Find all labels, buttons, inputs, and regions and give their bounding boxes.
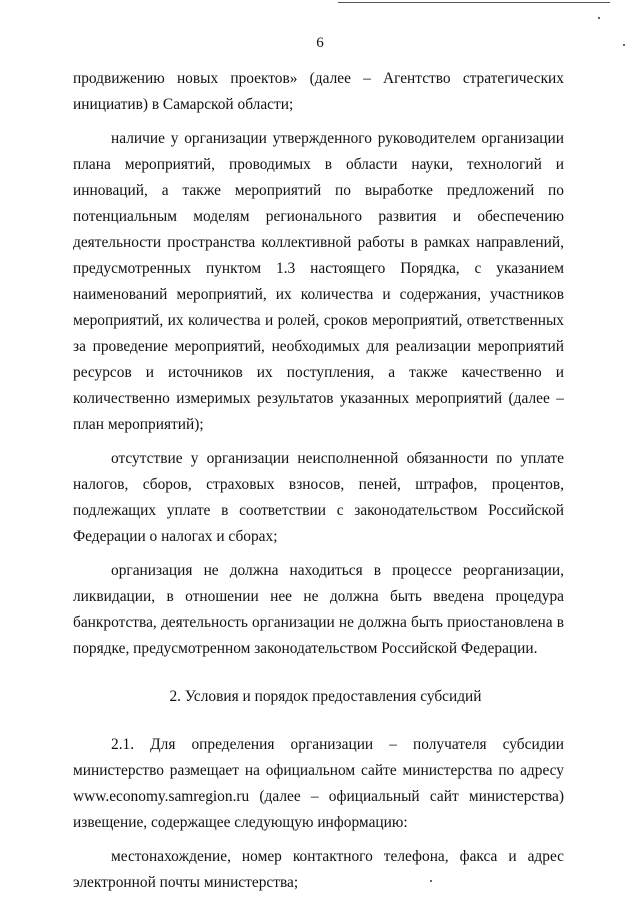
top-scan-rule: [338, 2, 610, 3]
paragraph-plan-requirement: наличие у организации утвержденного руководителем организации плана мероприятий, проводимых в области науки, технологий и инноваций, а также мероприятий по выработке предложений по потенциальным моделям регионального развития и обеспечению деятельности пространства коллективной работы в рамках направлений, предусмотренных пунктом 1.3 настоящего Порядка, с указанием наименований мероприятий, их количества и содержания, участников мероприятий, их количества и ролей, сроков мероприятий, ответственных за проведение мероприятий, необходимых для реализации мероприятий ресурсов и источников их поступления, а также качественно и количественно измеримых результатов указанных мероприятий (далее – план мероприятий);: [73, 130, 564, 433]
paragraph-location-contacts: местонахождение, номер контактного телефона, факса и адрес электронной почты министерства;: [73, 848, 564, 891]
paragraph-reorganization-requirement: организация не должна находиться в процессе реорганизации, ликвидации, в отношении нее не должна быть введена процедура банкротства, деятельность организации не должна быть приостановлена в порядке, предусмотренном законодательством Российской Федерации.: [73, 562, 564, 657]
paragraph-2-1: 2.1. Для определения организации – получателя субсидии министерство размещает на официальном сайте министерства по адресу www.economy.samregion.ru (далее – официальный сайт министерства) извещение, содержащее следующую информацию:: [73, 736, 564, 831]
page-number: 6: [316, 35, 324, 51]
paragraph-continuation: продвижению новых проектов» (далее – Агентство стратегических инициатив) в Самарской области;: [73, 70, 564, 113]
paragraph-tax-requirement: отсутствие у организации неисполненной обязанности по уплате налогов, сборов, страховых взносов, пеней, штрафов, процентов, подлежащих уплате в соответствии с законодательством Российской Федерации о налогах и сборах;: [73, 450, 564, 545]
section-heading: 2. Условия и порядок предоставления субсидий: [169, 688, 482, 705]
document-body: [73, 66, 564, 896]
scan-speck: [598, 17, 600, 19]
